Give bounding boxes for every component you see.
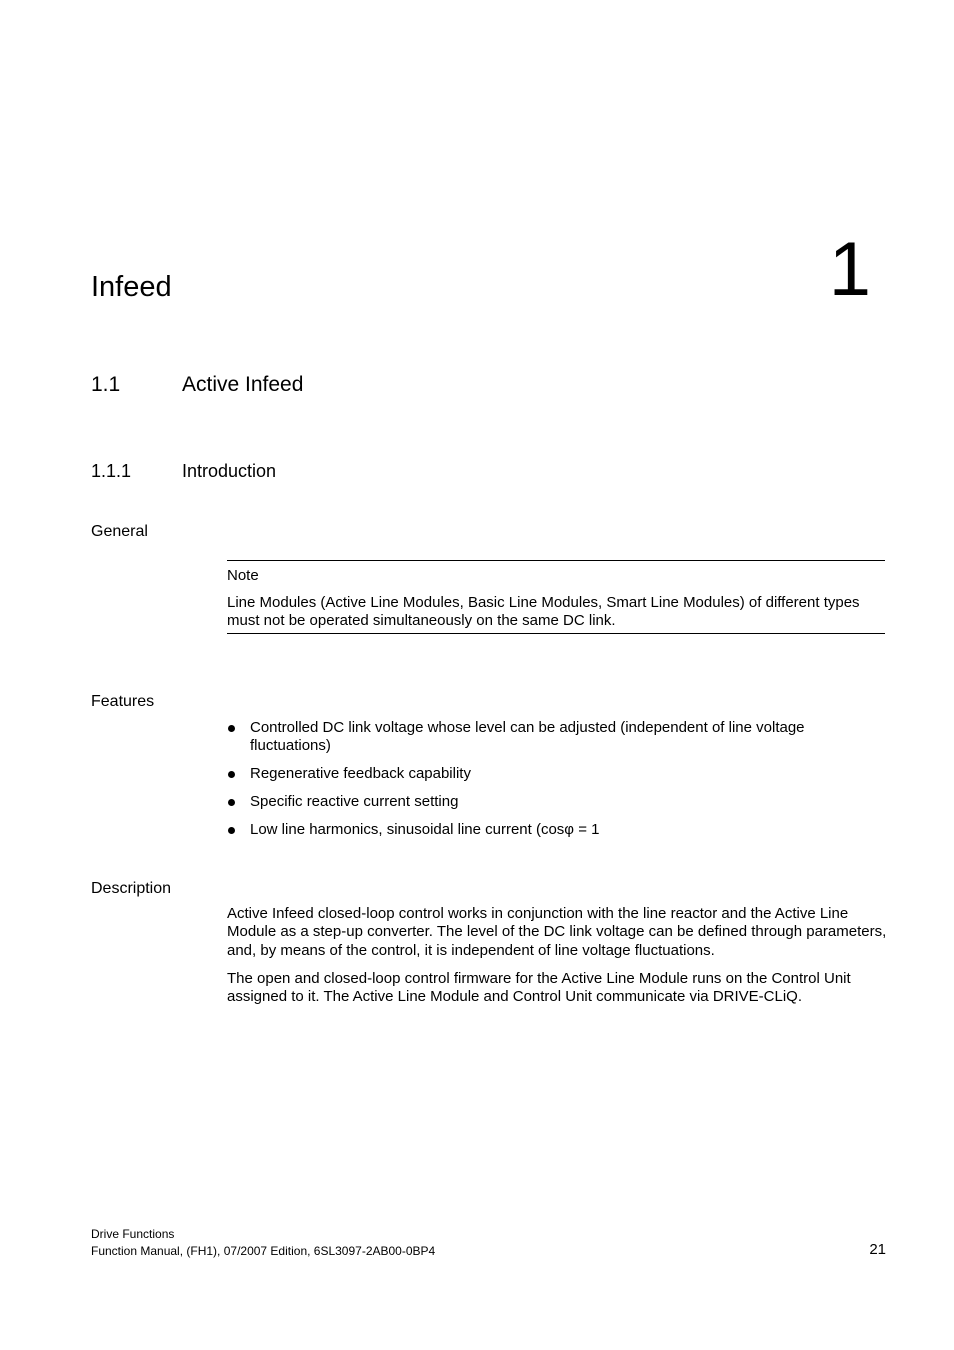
footer-edition: Function Manual, (FH1), 07/2007 Edition, 6SL3097-2AB00-0BP4 bbox=[91, 1244, 436, 1258]
page-number: 21 bbox=[869, 1241, 886, 1258]
footer-document-title: Drive Functions bbox=[91, 1227, 175, 1241]
list-item bbox=[227, 765, 887, 783]
chapter-title: Infeed bbox=[91, 271, 172, 303]
general-heading: General bbox=[91, 523, 148, 540]
features-list bbox=[227, 719, 887, 849]
list-item-text: Specific reactive current setting bbox=[250, 793, 459, 810]
note-label: Note bbox=[227, 567, 259, 584]
subsection-number: 1.1.1 bbox=[91, 461, 132, 481]
features-heading: Features bbox=[91, 693, 155, 710]
note-box bbox=[227, 560, 885, 634]
chapter-number: 1 bbox=[828, 227, 871, 312]
list-item-text: Regenerative feedback capability bbox=[250, 765, 471, 783]
section-title: Active Infeed bbox=[182, 373, 304, 396]
note-text: Line Modules (Active Line Modules, Basic Line Modules, Smart Line Modules) of different types must not be operated simultaneously on the same DC link. bbox=[227, 594, 860, 630]
description-heading: Description bbox=[91, 880, 172, 897]
description-paragraph-1: Active Infeed closed-loop control works in conjunction with the line reactor and the Active Line Module as a step-up converter. The level of the DC link voltage can be defined through parameters, and, by means of the control, it is independent of line voltage fluctuations. bbox=[227, 905, 887, 959]
bullet-icon bbox=[228, 771, 235, 778]
list-item-text: Low line harmonics, sinusoidal line current (cosφ = 1 bbox=[250, 820, 600, 838]
list-item bbox=[227, 821, 887, 839]
list-item-text: Controlled DC link voltage whose level can be adjusted (independent of line voltage fluctuations) bbox=[250, 719, 805, 755]
section-number: 1.1 bbox=[91, 373, 121, 396]
bullet-icon bbox=[228, 827, 235, 834]
description-paragraph-2: The open and closed-loop control firmware for the Active Line Module runs on the Control Unit assigned to it. The Active Line Module and Control Unit communicate via DRIVE-CLiQ. bbox=[227, 970, 851, 1006]
bullet-icon bbox=[228, 799, 235, 806]
subsection-title: Introduction bbox=[182, 461, 277, 481]
list-item bbox=[227, 719, 887, 756]
list-item bbox=[227, 793, 887, 811]
bullet-icon bbox=[228, 725, 235, 732]
